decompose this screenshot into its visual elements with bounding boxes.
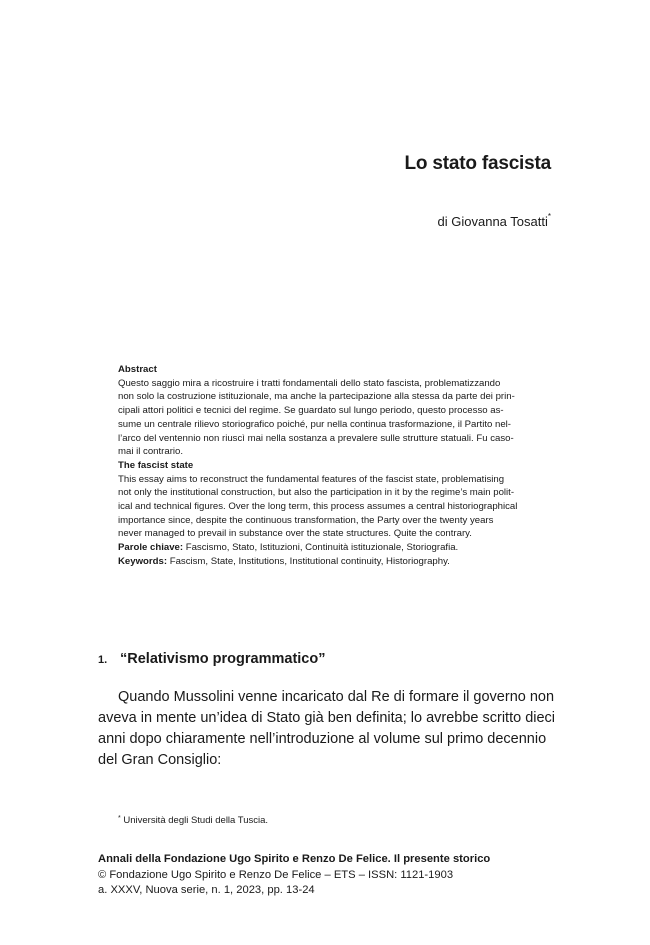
abstract-it-line: sume un centrale rilievo storiografico poiché, pur nella continua trasformazione, il Partito nel- — [118, 418, 512, 430]
body-line: aveva in mente un’idea di Stato già ben definita; lo avrebbe scritto dieci — [98, 710, 556, 726]
body-line: del Gran Consiglio: — [98, 752, 222, 768]
section-heading — [98, 651, 325, 667]
abstract-it-line: cipali attori politici e tecnici del regime. Se guardato sul lungo periodo, questo processo as- — [118, 405, 504, 417]
keywords-block — [118, 541, 551, 568]
abstract-en-line: importance since, despite the continuous transformation, the Party over the twenty years — [118, 514, 494, 526]
keywords-it — [118, 541, 551, 555]
keywords-en-text: Fascism, State, Institutions, Institutional continuity, Historiography. — [167, 555, 450, 567]
abstract-it-heading: Abstract — [118, 364, 157, 375]
section-title: “Relativismo programmatico” — [120, 651, 326, 667]
body-line: Quando Mussolini venne incaricato dal Re di formare il governo non — [118, 689, 555, 705]
abstract-en-line: ical and technical figures. Over the long term, this process assumes a central historiographical — [118, 501, 518, 513]
body-line: anni dopo chiaramente nell’introduzione al volume sul primo decennio — [98, 731, 547, 747]
keywords-it-label: Parole chiave: — [118, 542, 184, 554]
journal-copyright: © Fondazione Ugo Spirito e Renzo De Felice – ETS – ISSN: 1121-1903 — [98, 868, 454, 881]
abstract-en-line: not only the institutional construction, but also the participation in it by the regime’s main polit- — [118, 487, 515, 499]
author-name: di Giovanna Tosatti — [437, 214, 548, 229]
abstract-block — [118, 363, 551, 569]
keywords-en-label: Keywords: — [118, 555, 168, 567]
section-number: 1. — [98, 654, 108, 666]
article-title: Lo stato fascista — [404, 153, 551, 174]
abstract-en-section — [118, 459, 551, 541]
keywords-it-text: Fascismo, Stato, Istituzioni, Continuità istituzionale, Storiografia. — [183, 542, 459, 554]
journal-info — [98, 852, 490, 899]
abstract-it-section — [118, 363, 551, 459]
footnote-text: Università degli Studi della Tuscia. — [120, 815, 269, 826]
abstract-en-line: never managed to prevail in substance over the state structures. Quite the contrary. — [118, 528, 472, 540]
footnote-mark: * — [118, 815, 121, 822]
body-paragraph — [98, 687, 556, 771]
journal-title: Annali della Fondazione Ugo Spirito e Renzo De Felice. Il presente storico — [98, 853, 491, 865]
abstract-en-heading: The fascist state — [118, 459, 194, 471]
article-author — [438, 214, 551, 229]
abstract-it-line: Questo saggio mira a ricostruire i tratti fondamentali dello stato fascista, problematizzando — [118, 377, 501, 389]
author-footnote-mark: * — [547, 212, 551, 221]
abstract-en-line: This essay aims to reconstruct the fundamental features of the fascist state, problematising — [118, 473, 505, 485]
abstract-it-line: non solo la costruzione istituzionale, ma anche la partecipazione alla stessa da parte dei prin- — [118, 391, 515, 403]
footnote — [118, 815, 268, 826]
keywords-en — [118, 555, 551, 569]
abstract-it-line: mai il contrario. — [118, 446, 184, 458]
journal-issue: a. XXXV, Nuova serie, n. 1, 2023, pp. 13-24 — [98, 884, 315, 896]
abstract-it-line: l’arco del ventennio non riuscì mai nella sostanza a prevalere sulle strutture statuali. Fu caso- — [118, 432, 514, 444]
